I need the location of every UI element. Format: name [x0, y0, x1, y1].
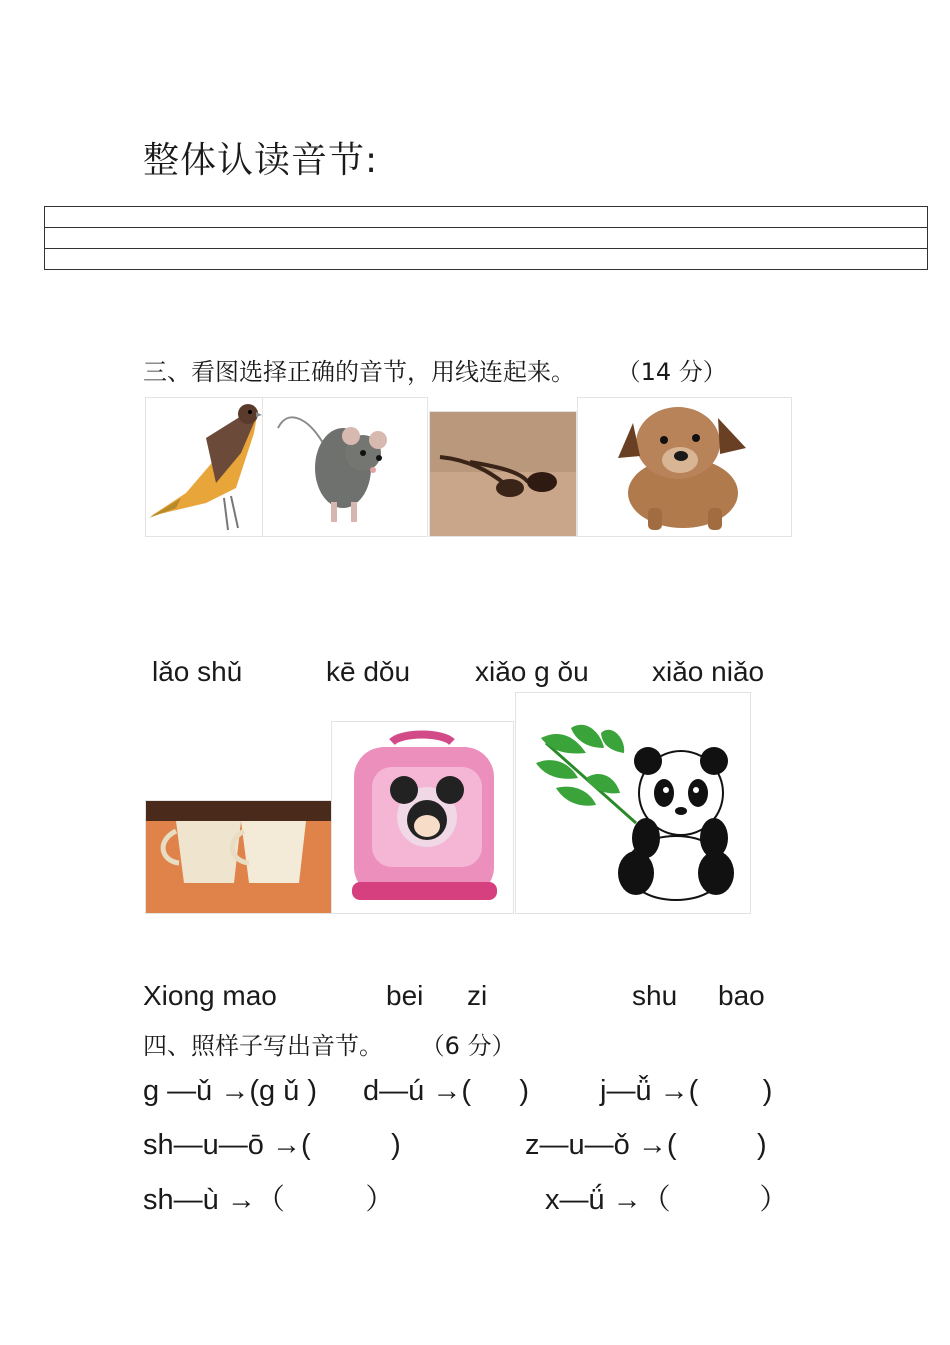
pinyin-option[interactable]: bei: [386, 980, 424, 1011]
section4-score: （6 分）: [420, 1032, 516, 1060]
pinyin-option[interactable]: shu: [632, 980, 678, 1011]
cups-icon: [145, 800, 332, 914]
pinyin-option[interactable]: zi: [467, 980, 488, 1011]
section3-title-text: 三、看图选择正确的音节，用线连起来。: [143, 358, 575, 386]
bird-icon: [145, 397, 263, 537]
panda-icon: [515, 692, 751, 914]
exercise-item[interactable]: x—ǘ →（ ）: [545, 1184, 789, 1216]
exercise-item[interactable]: z—u—ǒ →( ): [525, 1129, 767, 1161]
section3-score: （14 分）: [616, 358, 727, 386]
mouse-icon: [262, 397, 428, 537]
exercise-item: g —ǔ →(g ǔ ): [143, 1075, 318, 1107]
exercise-item[interactable]: j—ǚ →( ): [600, 1075, 773, 1107]
pinyin-option[interactable]: bao: [718, 980, 765, 1011]
tadpoles-icon: [429, 411, 577, 537]
pinyin-option[interactable]: xiǎo niǎo: [652, 656, 765, 687]
backpack-icon: [331, 721, 514, 914]
exercise-item[interactable]: d—ú →( ): [363, 1075, 529, 1107]
exercise-item[interactable]: sh—u—ō →( ): [143, 1129, 401, 1161]
page-title: 整体认读音节:: [143, 140, 379, 181]
pinyin-option[interactable]: kē dǒu: [326, 656, 411, 687]
pinyin-option[interactable]: xiǎo g ǒu: [475, 656, 589, 687]
section4-title: [143, 1026, 516, 1061]
writing-lines[interactable]: [44, 206, 928, 270]
section4-title-text: 四、照样子写出音节。: [143, 1032, 383, 1060]
puppy-icon: [577, 397, 792, 537]
exercise-item[interactable]: sh—ù →（ ）: [143, 1184, 395, 1216]
pinyin-option[interactable]: lǎo shǔ: [152, 656, 243, 687]
pinyin-option[interactable]: Xiong mao: [143, 980, 277, 1011]
section3-title: [143, 352, 727, 387]
